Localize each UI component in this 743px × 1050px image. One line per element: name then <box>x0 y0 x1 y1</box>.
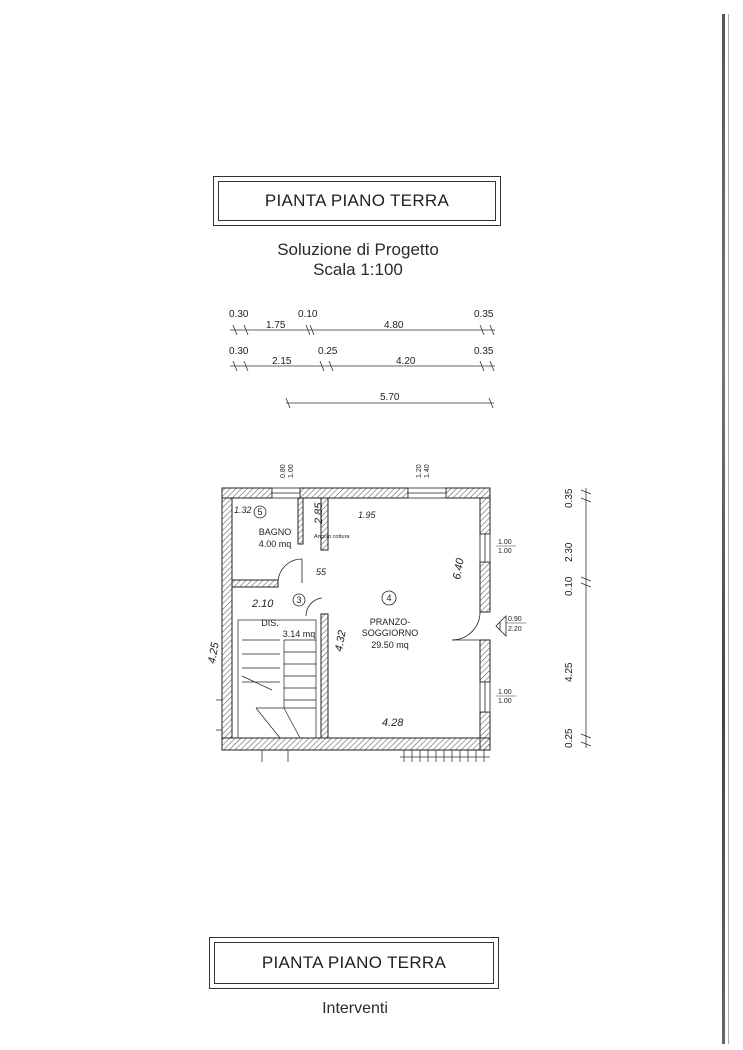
hand-note-f: 4.25 <box>206 641 222 665</box>
room-5-number: 5 <box>257 507 263 517</box>
opening-ru-a: 1.00 <box>498 539 512 546</box>
room-3-number: 3 <box>296 595 302 605</box>
dim-r2-e: 0.35 <box>474 346 494 357</box>
dim-r2-c: 0.25 <box>318 346 338 357</box>
dim-r2-d: 4.20 <box>396 356 416 367</box>
hand-note-c: 6.40 <box>451 557 467 581</box>
hand-note-b: 4.28 <box>382 717 404 729</box>
dim-right-a: 0.35 <box>564 488 575 508</box>
hand-note-i: 55 <box>316 567 327 577</box>
room-5-area: 4.00 mq <box>258 539 292 549</box>
dim-right-e: 0.25 <box>564 728 575 748</box>
room-4-number: 4 <box>386 593 392 603</box>
hand-note-e: 2.85 <box>313 502 325 524</box>
room-4-name: PRANZO- <box>369 617 411 627</box>
opening-tl-b: 1.00 <box>288 464 295 478</box>
angolo-cottura-label: Angolo cottura <box>314 534 350 540</box>
dim-r1-b: 1.75 <box>266 320 286 331</box>
opening-rl-a: 1.00 <box>498 689 512 696</box>
entrance-arrow <box>496 616 506 636</box>
dim-r1-d: 4.80 <box>384 320 404 331</box>
opening-tr-a: 1.20 <box>416 464 423 478</box>
footer-title: PIANTA PIANO TERRA <box>214 942 494 984</box>
opening-tl-a: 0.80 <box>280 464 287 478</box>
dim-right-d: 4.25 <box>564 662 575 682</box>
dim-right-c: 0.10 <box>564 576 575 596</box>
scale-label: Scala 1:100 <box>313 260 403 279</box>
dim-r1-a: 0.30 <box>229 309 249 320</box>
room-4-area: 29.50 mq <box>371 640 409 650</box>
hand-note-h: 1.95 <box>358 510 376 520</box>
subtitle: Soluzione di Progetto <box>277 240 439 259</box>
opening-ru-b: 1.00 <box>498 548 512 555</box>
dim-r1-c: 0.10 <box>298 309 318 320</box>
dim-r2-a: 0.30 <box>229 346 249 357</box>
dim-r2-b: 2.15 <box>272 356 292 367</box>
opening-entrance-a: 0.90 <box>508 616 522 623</box>
page-title: PIANTA PIANO TERRA <box>218 181 496 221</box>
dim-right-b: 2.30 <box>564 542 575 562</box>
hand-note-g: 1.32 <box>234 505 252 515</box>
right-dimension-chain <box>581 488 591 748</box>
opening-tr-b: 1.40 <box>424 464 431 478</box>
dim-r3-total: 5.70 <box>380 392 400 403</box>
dim-r1-e: 0.35 <box>474 309 494 320</box>
opening-rl-b: 1.00 <box>498 698 512 705</box>
hand-note-a: 2.10 <box>252 598 274 610</box>
room-4-name-2: SOGGIORNO <box>361 628 419 638</box>
room-3-name: DIS. <box>261 618 279 628</box>
room-3-area: 3.14 mq <box>282 629 316 639</box>
top-dimension-chain <box>230 325 495 408</box>
opening-entrance-b: 2.20 <box>508 626 522 633</box>
footer-subtitle: Interventi <box>322 1000 388 1017</box>
room-5-name: BAGNO <box>258 527 292 537</box>
hand-note-d: 4.32 <box>333 629 349 653</box>
